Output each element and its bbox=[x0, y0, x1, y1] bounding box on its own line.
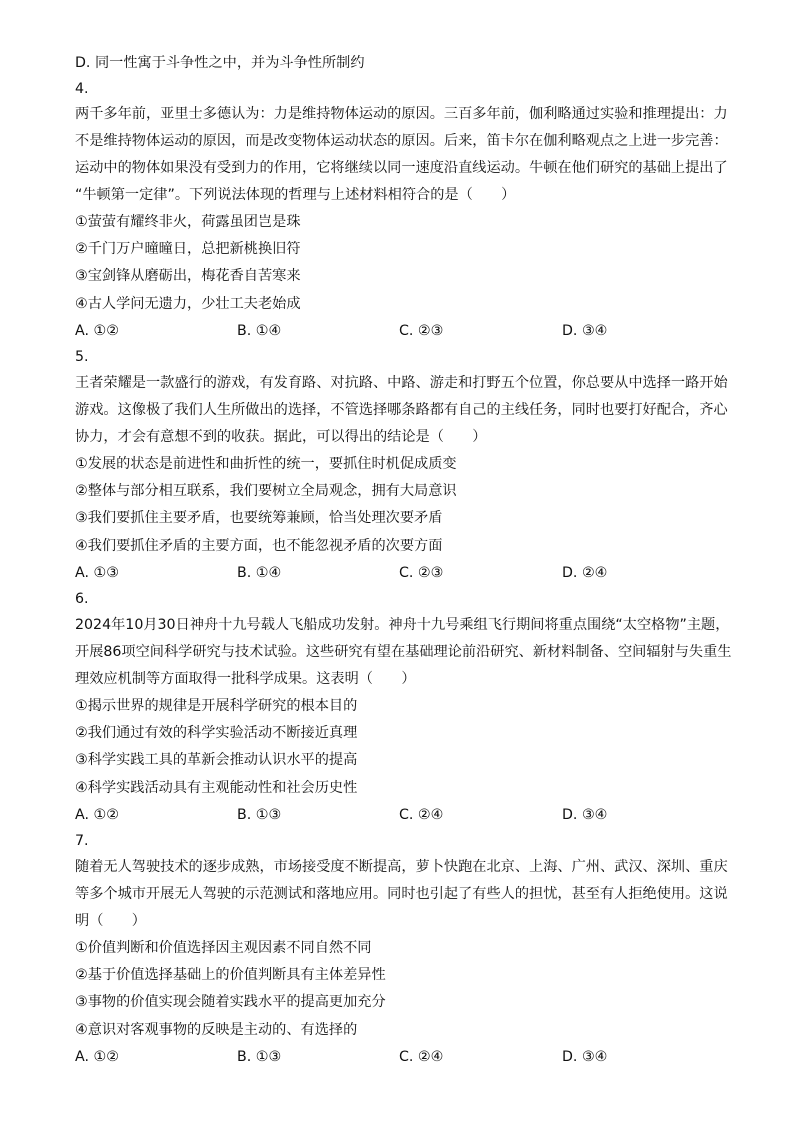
question-6-option-a: A. ①② bbox=[75, 807, 119, 823]
question-7-options bbox=[75, 1047, 725, 1067]
question-6-stem-line-3: 理效应机制等方面取得一批科学成果。这表明（ ） bbox=[75, 671, 416, 687]
question-5-item-1: ①发展的状态是前进性和曲折性的统一，要抓住时机促成质变 bbox=[75, 456, 457, 472]
question-5-item-2: ②整体与部分相互联系，我们要树立全局观念，拥有大局意识 bbox=[75, 483, 457, 499]
question-6-item-4: ④科学实践活动具有主观能动性和社会历史性 bbox=[75, 780, 358, 796]
question-7-item-3: ③事物的价值实现会随着实践水平的提高更加充分 bbox=[75, 994, 386, 1010]
question-5-item-3: ③我们要抓住主要矛盾，也要统筹兼顾，恰当处理次要矛盾 bbox=[75, 510, 443, 526]
question-6-option-b: B. ①③ bbox=[237, 807, 282, 823]
question-6-item-2: ②我们通过有效的科学实验活动不断接近真理 bbox=[75, 725, 358, 741]
question-5-stem-line-1: 王者荣耀是一款盛行的游戏，有发育路、对抗路、中路、游走和打野五个位置，你总要从中选择一路开始 bbox=[75, 375, 728, 391]
question-4-item-2: ②千门万户曈曈日，总把新桃换旧符 bbox=[75, 241, 301, 257]
question-6-number: 6. bbox=[75, 591, 89, 607]
question-6-stem-line-1: 2024年10月30日神舟十九号载人飞船成功发射。神舟十九号乘组飞行期间将重点围绕“太空格物”主题， bbox=[75, 617, 730, 633]
question-4-stem-line-4: “牛顿第一定律”。下列说法体现的哲理与上述材料相符合的是（ ） bbox=[75, 187, 516, 203]
question-4-item-4: ④古人学问无遗力，少壮工夫老始成 bbox=[75, 296, 301, 312]
question-4-option-b: B. ①④ bbox=[237, 323, 282, 339]
question-4-item-3: ③宝剑锋从磨砺出，梅花香自苦寒来 bbox=[75, 268, 301, 284]
question-7-option-a: A. ①② bbox=[75, 1049, 119, 1065]
question-5-number: 5. bbox=[75, 349, 89, 365]
question-4-option-a: A. ①② bbox=[75, 323, 119, 339]
question-7-number: 7. bbox=[75, 833, 89, 849]
question-5-stem-line-3: 协力，才会有意想不到的收获。据此，可以得出的结论是（ ） bbox=[75, 429, 487, 445]
question-6-options bbox=[75, 805, 725, 825]
question-7-item-4: ④意识对客观事物的反映是主动的、有选择的 bbox=[75, 1022, 358, 1038]
question-4-stem-line-1: 两千多年前，亚里士多德认为：力是维持物体运动的原因。三百多年前，伽利略通过实验和推理提出：力 bbox=[75, 106, 728, 122]
question-5-stem-line-2: 游戏。这像极了我们人生所做出的选择，不管选择哪条路都有自己的主线任务，同时也要打好配合，齐心 bbox=[75, 402, 728, 418]
question-4-option-d: D. ③④ bbox=[562, 323, 608, 339]
question-5-option-d: D. ②④ bbox=[562, 565, 608, 581]
question-4-number: 4. bbox=[75, 81, 89, 97]
question-7-option-c: C. ②④ bbox=[399, 1049, 444, 1065]
question-4-stem-line-3: 运动中的物体如果没有受到力的作用，它将继续以同一速度沿直线运动。牛顿在他们研究的基础上提出了 bbox=[75, 160, 728, 176]
question-4-item-1: ①萤萤有耀终非火，荷露虽团岂是珠 bbox=[75, 214, 301, 230]
question-5-options bbox=[75, 563, 725, 583]
question-7-stem-line-2: 等多个城市开展无人驾驶的示范测试和落地应用。同时也引起了有些人的担忧，甚至有人拒绝使用。这说 bbox=[75, 886, 728, 902]
question-7-option-b: B. ①③ bbox=[237, 1049, 282, 1065]
question-7-stem-line-3: 明（ ） bbox=[75, 913, 146, 929]
question-5-option-b: B. ①④ bbox=[237, 565, 282, 581]
question-6-item-1: ①揭示世界的规律是开展科学研究的根本目的 bbox=[75, 698, 358, 714]
prev-question-option-d: D. 同一性寓于斗争性之中，并为斗争性所制约 bbox=[75, 55, 365, 71]
question-4-stem-line-2: 不是维持物体运动的原因，而是改变物体运动状态的原因。后来，笛卡尔在伽利略观点之上进一步完善： bbox=[75, 133, 728, 149]
question-6-option-c: C. ②④ bbox=[399, 807, 444, 823]
question-5-item-4: ④我们要抓住矛盾的主要方面，也不能忽视矛盾的次要方面 bbox=[75, 538, 443, 554]
question-6-item-3: ③科学实践工具的革新会推动认识水平的提高 bbox=[75, 752, 358, 768]
question-7-item-2: ②基于价值选择基础上的价值判断具有主体差异性 bbox=[75, 967, 386, 983]
question-6-option-d: D. ③④ bbox=[562, 807, 608, 823]
question-5-option-c: C. ②③ bbox=[399, 565, 444, 581]
question-6-stem-line-2: 开展86项空间科学研究与技术试验。这些研究有望在基础理论前沿研究、新材料制备、空间辐射与失重生 bbox=[75, 644, 732, 660]
question-4-options bbox=[75, 321, 725, 341]
question-5-option-a: A. ①③ bbox=[75, 565, 119, 581]
question-7-option-d: D. ③④ bbox=[562, 1049, 608, 1065]
question-4-option-c: C. ②③ bbox=[399, 323, 444, 339]
question-7-item-1: ①价值判断和价值选择因主观因素不同自然不同 bbox=[75, 940, 372, 956]
question-7-stem-line-1: 随着无人驾驶技术的逐步成熟，市场接受度不断提高，萝卜快跑在北京、上海、广州、武汉、深圳、重庆 bbox=[75, 859, 728, 875]
